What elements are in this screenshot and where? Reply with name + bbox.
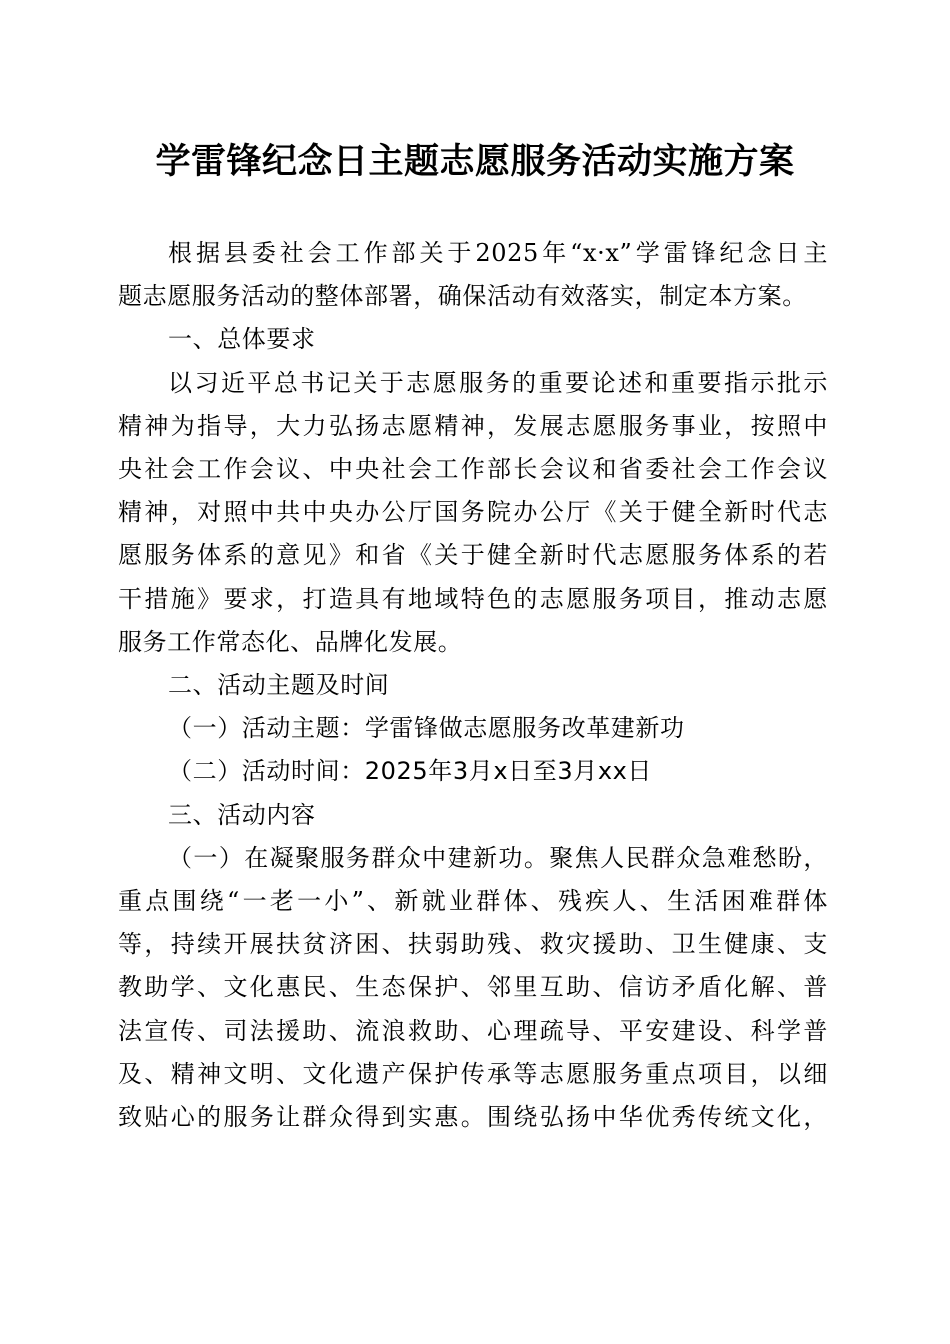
intro-line: 题志愿服务活动的整体部署，确保活动有效落实，制定本方案。 [118,282,807,311]
section3-line: 致贴心的服务让群众得到实惠。围绕弘扬中华优秀传统文化， [118,1103,828,1132]
section1-line: 干措施》要求，打造具有地域特色的志愿服务项目，推动志愿 [118,584,828,613]
section1-paragraph [118,362,828,664]
section-heading-1: 一、总体要求 [168,325,316,354]
intro-line: 根据县委社会工作部关于2025年“x·x”学雷锋纪念日主 [168,239,828,267]
section1-line: 愿服务体系的意见》和省《关于健全新时代志愿服务体系的若 [118,541,828,570]
section3-line: 法宣传、司法援助、流浪救助、心理疏导、平安建设、科学普 [118,1016,828,1045]
section3-line: 及、精神文明、文化遗产保护传承等志愿服务重点项目，以细 [118,1059,828,1088]
section3-line: 教助学、文化惠民、生态保护、邻里互助、信访矛盾化解、普 [118,973,828,1002]
document-title: 学雷锋纪念日主题志愿服务活动实施方案 [155,141,795,182]
document-body [118,232,828,1139]
section3-line: 等，持续开展扶贫济困、扶弱助残、救灾援助、卫生健康、支 [118,930,828,959]
section-heading-3: 三、活动内容 [168,800,316,829]
section3-line: 重点围绕“一老一小”、新就业群体、残疾人、生活困难群体 [118,887,828,916]
section1-line: 精神为指导，大力弘扬志愿精神，发展志愿服务事业，按照中 [118,411,828,440]
section1-line: 精神，对照中共中央办公厅国务院办公厅《关于健全新时代志 [118,498,828,527]
activity-theme-line [118,707,828,750]
section1-line: 服务工作常态化、品牌化发展。 [118,627,463,656]
intro-paragraph [118,232,828,318]
section1-line: 央社会工作会议、中央社会工作部长会议和省委社会工作会议 [118,455,828,484]
section1-line: 以习近平总书记关于志愿服务的重要论述和重要指示批示 [168,368,828,397]
section3-paragraph [118,837,828,1139]
activity-theme-label: （一）活动主题： [168,714,365,743]
section-heading-2: 二、活动主题及时间 [168,671,390,700]
activity-theme-value: 学雷锋做志愿服务改革建新功 [364,714,685,743]
section3-line: （一）在凝聚服务群众中建新功。聚焦人民群众急难愁盼， [168,843,828,872]
activity-time-line: （二）活动时间：2025年3月x日至3月xx日 [168,757,653,786]
